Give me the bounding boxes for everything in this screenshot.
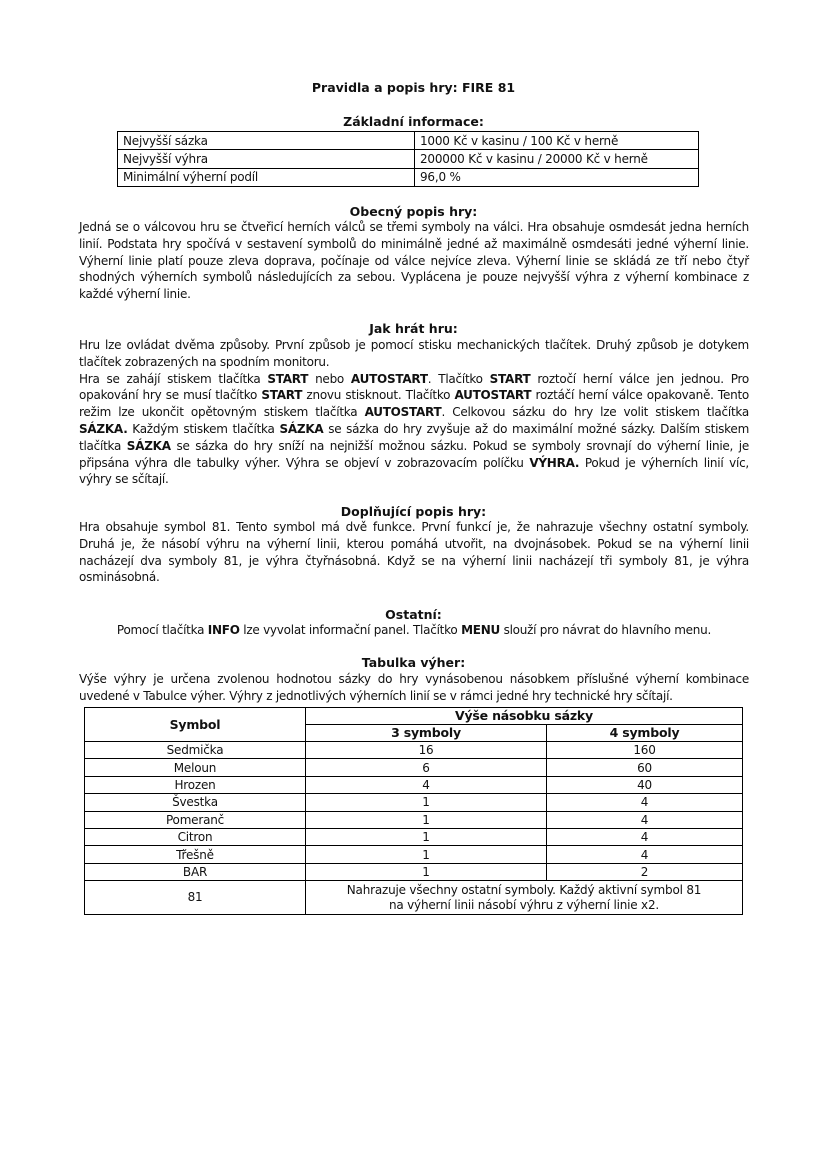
- table-row: [85, 742, 743, 759]
- text-run: se sázka do hry sníží na nejnižší možnou sázku. Pokud se symboly srovnají do výherní linie, je připsána výhra dle tabulky výher. Výhra se objeví v zobrazovacím políčku: [79, 438, 749, 470]
- bold-button-name: AUTOSTART: [350, 371, 428, 386]
- bold-button-name: SÁZKA: [279, 421, 324, 436]
- x4-cell: 160: [547, 742, 743, 759]
- paytable: [84, 707, 743, 915]
- bold-button-name: SÁZKA: [126, 438, 171, 453]
- text-run: nebo: [308, 371, 351, 386]
- table-row: [118, 132, 699, 150]
- general-heading: Obecný popis hry:: [349, 204, 478, 219]
- wild-description-line1: Nahrazuje všechny ostatní symboly. Každý aktivní symbol 81: [346, 882, 702, 897]
- paytable-heading: Tabulka výher:: [361, 655, 466, 670]
- paytable-intro: Výše výhry je určena zvolenou hodnotou sázky do hry vynásobenou násobkem příslušné výherní kombinace uvedené v Tabulce výher. Výhry z jednotlivých výherních linií se v rámci jedné hry technické hry sčítají.: [79, 672, 749, 703]
- x3-cell: 4: [306, 776, 547, 793]
- symbol-cell: Švestka: [85, 794, 306, 811]
- bold-button-name: SÁZKA.: [79, 421, 128, 436]
- x4-cell: 60: [547, 759, 743, 776]
- x3-cell: 1: [306, 828, 547, 845]
- x4-cell: 2: [547, 863, 743, 880]
- table-row: [85, 759, 743, 776]
- symbol-cell: Citron: [85, 828, 306, 845]
- document-title: Pravidla a popis hry: FIRE 81: [311, 80, 516, 95]
- other-heading: Ostatní:: [385, 607, 442, 622]
- text-run: . Tlačítko: [427, 371, 490, 386]
- text-run: Pokud je výherních linií víc, výhry se sčítají.: [79, 455, 749, 487]
- column-header-3-symbols: 3 symboly: [306, 725, 547, 742]
- table-row: [85, 811, 743, 828]
- table-header-row: [85, 708, 743, 725]
- x3-cell: 1: [306, 863, 547, 880]
- info-value: 200000 Kč v kasinu / 20000 Kč v herně: [415, 150, 699, 168]
- x3-cell: 1: [306, 811, 547, 828]
- table-row: [118, 150, 699, 168]
- text-run: roztáčí herní válce opakovaně. Tento režim lze ukončit opětovným stiskem tlačítka: [79, 388, 750, 420]
- table-row: [85, 863, 743, 880]
- bold-button-name: START: [489, 371, 531, 386]
- additional-text: Hra obsahuje symbol 81. Tento symbol má dvě funkce. První funkcí je, že nahrazuje všechny ostatní symboly. Druhá je, že násobí výhru na výherní linii, kterou pomáhá utvořit, na dvojnásobek. Pokud se na výherní linii nacházejí dva symboly 81, je výhra čtyřnásobná. Když se na výherní linii nacházejí tři symboly 81, je výhra osminásobná.: [79, 520, 749, 585]
- x4-cell: 4: [547, 828, 743, 845]
- x3-cell: 16: [306, 742, 547, 759]
- info-value: 96,0 %: [415, 168, 699, 186]
- x4-cell: 4: [547, 811, 743, 828]
- how-to-play-p2: [79, 371, 749, 489]
- general-text: Jedná se o válcovou hru se čtveřicí herních válců se třemi symboly na válci. Hra obsahuje osmdesát jedna herních linií. Podstata hry spočívá v sestavení symbolů do minimálně jedné až maximálně osmdesáti jedné výherní linie. Výherní linie platí pouze zleva doprava, počínaje od válce nejvíce zleva. Výherní linie se skládá ze tří nebo čtyř shodných výherních symbolů následujících za sebou. Vyplácena je pouze nejvyšší výhra z výherní kombinace z každé výherní linie.: [79, 220, 749, 302]
- text-run: . Celkovou sázku do hry lze volit stiskem tlačítka: [441, 405, 749, 420]
- x3-cell: 6: [306, 759, 547, 776]
- info-label: Nejvyšší výhra: [118, 150, 415, 168]
- info-label: Nejvyšší sázka: [118, 132, 415, 150]
- other-text: [79, 622, 749, 639]
- text-run: Každým stiskem tlačítka: [127, 421, 280, 436]
- symbol-cell: Sedmička: [85, 742, 306, 759]
- column-header-group: Výše násobku sázky: [306, 708, 743, 725]
- bold-button-name: START: [267, 371, 309, 386]
- text-run: slouží pro návrat do hlavního menu.: [500, 623, 712, 637]
- wild-description-line2: na výherní linii násobí výhru z výherní linie x2.: [388, 897, 659, 912]
- basic-info-heading: Základní informace:: [343, 114, 484, 129]
- wild-description-cell: [306, 881, 743, 915]
- how-to-play-heading: Jak hrát hru:: [369, 321, 458, 336]
- bold-button-name: AUTOSTART: [454, 388, 532, 403]
- table-row: [85, 794, 743, 811]
- symbol-cell: Třešně: [85, 846, 306, 863]
- how-to-play-p1: Hru lze ovládat dvěma způsoby. První způsob je pomocí stisku mechanických tlačítek. Druhý způsob je dotykem tlačítek zobrazených na spodním monitoru.: [79, 338, 749, 369]
- bold-button-name: INFO: [207, 623, 240, 637]
- x4-cell: 4: [547, 794, 743, 811]
- basic-info-table: [117, 131, 699, 187]
- x4-cell: 4: [547, 846, 743, 863]
- text-run: roztočí herní válce jen jednou. Pro opakování hry se musí tlačítko: [79, 371, 750, 403]
- bold-button-name: VÝHRA.: [529, 455, 580, 470]
- symbol-cell: Meloun: [85, 759, 306, 776]
- bold-button-name: START: [261, 388, 303, 403]
- bold-button-name: MENU: [461, 623, 500, 637]
- text-run: znovu stisknout. Tlačítko: [302, 388, 455, 403]
- symbol-cell: Pomeranč: [85, 811, 306, 828]
- x3-cell: 1: [306, 846, 547, 863]
- column-header-4-symbols: 4 symboly: [547, 725, 743, 742]
- table-row: [85, 846, 743, 863]
- symbol-cell: BAR: [85, 863, 306, 880]
- table-row: [85, 776, 743, 793]
- table-row: [85, 828, 743, 845]
- info-value: 1000 Kč v kasinu / 100 Kč v herně: [415, 132, 699, 150]
- column-header-symbol: Symbol: [85, 708, 306, 742]
- text-run: Hra se zahájí stiskem tlačítka: [79, 371, 268, 386]
- table-row: [118, 168, 699, 186]
- symbol-cell: Hrozen: [85, 776, 306, 793]
- table-row-wild: [85, 881, 743, 915]
- text-run: lze vyvolat informační panel. Tlačítko: [239, 623, 462, 637]
- text-run: Pomocí tlačítka: [116, 623, 208, 637]
- info-label: Minimální výherní podíl: [118, 168, 415, 186]
- additional-heading: Doplňující popis hry:: [340, 504, 487, 519]
- bold-button-name: AUTOSTART: [364, 405, 442, 420]
- text-run: se sázka do hry zvyšuje až do maximální možné sázky. Dalším stiskem tlačítka: [79, 421, 750, 453]
- x4-cell: 40: [547, 776, 743, 793]
- how-to-play-text: [79, 337, 749, 488]
- symbol-cell: 81: [85, 881, 306, 915]
- x3-cell: 1: [306, 794, 547, 811]
